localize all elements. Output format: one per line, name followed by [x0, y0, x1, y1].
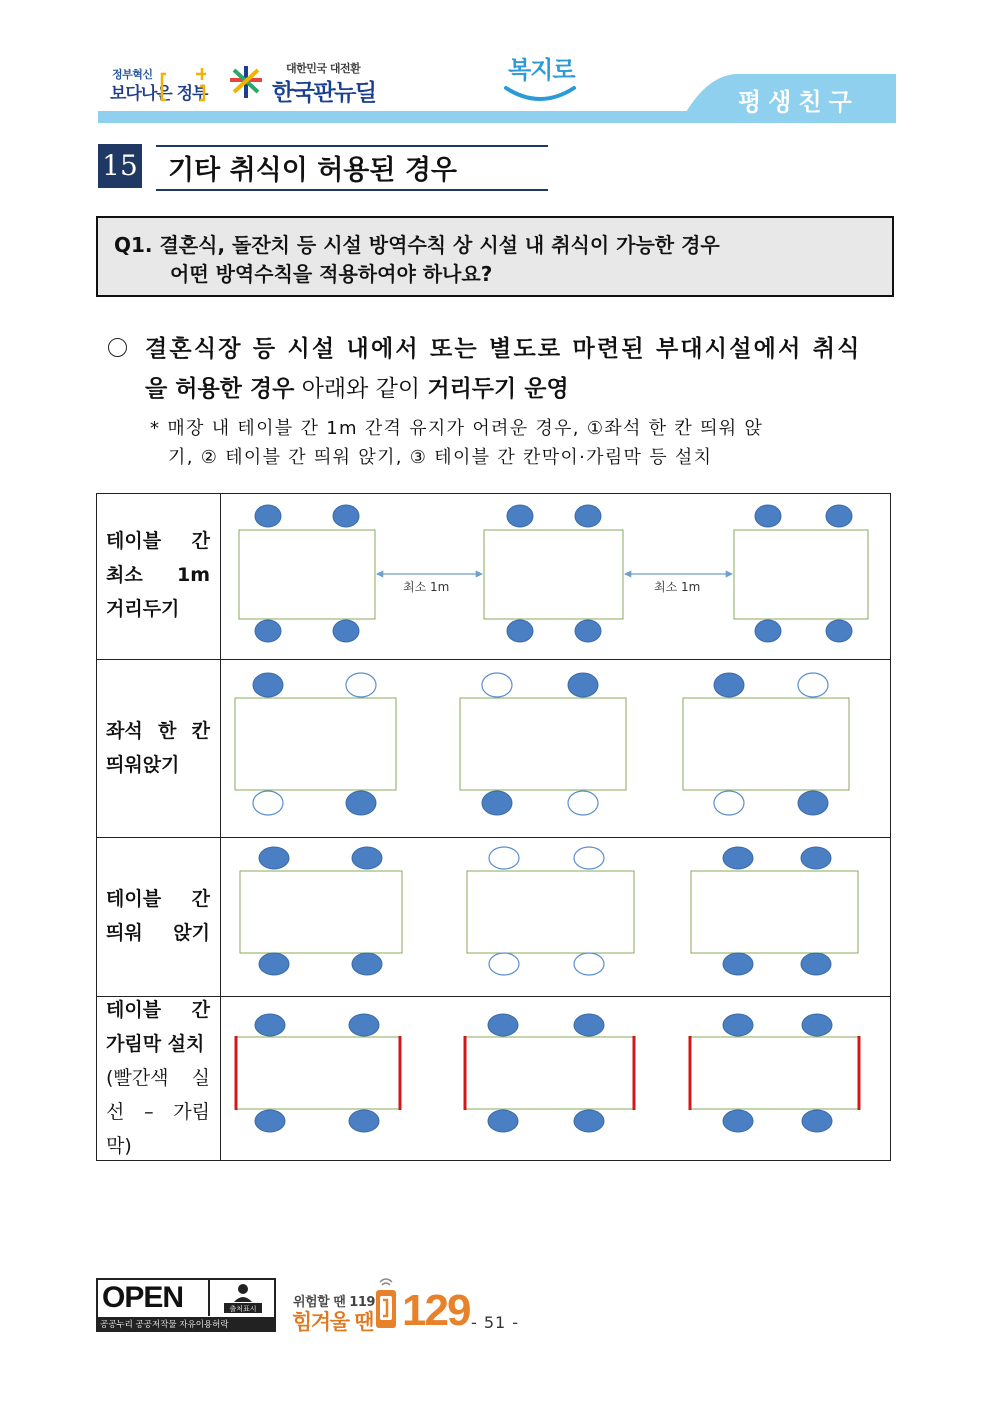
- seat-empty: [482, 673, 512, 697]
- row-label-line: 가림막 설치: [106, 1033, 205, 1055]
- dining-table: [690, 1037, 859, 1109]
- seat-filled: [723, 1110, 753, 1132]
- row-label-line: 띄워 앉기: [106, 922, 210, 944]
- seat-empty: [489, 953, 519, 975]
- seat-filled: [755, 620, 781, 642]
- seat-filled: [723, 953, 753, 975]
- seat-filled: [568, 673, 598, 697]
- row-label-skip-seat: [106, 714, 210, 782]
- seat-filled: [333, 620, 359, 642]
- seating-diagrams: [221, 494, 890, 1160]
- seat-filled: [255, 1110, 285, 1132]
- seat-filled: [488, 1014, 518, 1036]
- row-label-line: (빨간색 실: [106, 1067, 210, 1089]
- seat-filled: [826, 620, 852, 642]
- row2-diagram: [235, 673, 849, 815]
- row-label-line: 띄워앉기: [106, 754, 180, 776]
- dining-table: [691, 871, 858, 953]
- seat-empty: [574, 847, 604, 869]
- paragraph-line-1: 결혼식장 등 시설 내에서 또는 별도로 마련된 부대시설에서 취식: [145, 335, 862, 362]
- seat-filled: [826, 505, 852, 527]
- row-label-line: 테이블 간: [106, 530, 210, 552]
- phone-icon: [372, 1276, 400, 1332]
- seat-empty: [714, 791, 744, 815]
- section-title: 기타 취식이 허용된 경우: [168, 155, 458, 186]
- note-line-1: * 매장 내 테이블 간 1m 간격 유지가 어려운 경우, ①좌석 한 칸 띄워 앉: [150, 418, 764, 439]
- seat-filled: [488, 1110, 518, 1132]
- seat-filled: [349, 1110, 379, 1132]
- dining-table: [467, 871, 634, 953]
- row-label-line: 막): [106, 1135, 132, 1157]
- row-label-line: 거리두기: [106, 598, 180, 620]
- row4-diagram: [236, 1014, 859, 1132]
- seat-filled: [575, 505, 601, 527]
- seat-empty: [568, 791, 598, 815]
- open-badge-divider: [208, 1280, 210, 1316]
- distance-label: 최소 1m: [654, 580, 701, 594]
- dining-table: [460, 698, 626, 790]
- row-label-line: 테이블 간: [106, 999, 210, 1021]
- row-label-line: 선 – 가림: [106, 1101, 210, 1123]
- gov-logo-text-b: 정부: [176, 84, 208, 104]
- seat-filled: [755, 505, 781, 527]
- row-label-line: 좌석 한 칸: [106, 720, 210, 742]
- gov-logo-bracket-icon: [160, 66, 206, 106]
- paragraph-bold-a: 을 허용한 경우: [145, 375, 295, 402]
- newdeal-logo-big: 한국판뉴딜: [272, 80, 376, 106]
- row1-diagram: [239, 505, 868, 642]
- attribution-label: 출처표시: [229, 1305, 257, 1313]
- seat-filled: [259, 953, 289, 975]
- seat-filled: [801, 847, 831, 869]
- seat-filled: [349, 1014, 379, 1036]
- seat-filled: [723, 847, 753, 869]
- paragraph-line-2: [145, 370, 569, 403]
- newdeal-logo-small: 대한민국 대전환: [286, 62, 361, 75]
- seat-empty: [798, 673, 828, 697]
- attribution-person-icon: [216, 1282, 270, 1314]
- seat-filled: [255, 505, 281, 527]
- seat-filled: [575, 620, 601, 642]
- row3-diagram: [240, 847, 858, 975]
- seat-filled: [801, 953, 831, 975]
- seat-filled: [346, 791, 376, 815]
- row-label-line: 테이블 간: [106, 888, 210, 910]
- seat-filled: [802, 1110, 832, 1132]
- bullet-circle-icon: [108, 338, 127, 357]
- section-number: 15: [98, 144, 142, 188]
- seat-filled: [507, 505, 533, 527]
- open-license-word: OPEN: [102, 1281, 184, 1314]
- seat-filled: [798, 791, 828, 815]
- seat-filled: [259, 847, 289, 869]
- note-line-2: 기, ② 테이블 간 띄워 앉기, ③ 테이블 간 칸막이·가림막 등 설치: [168, 447, 713, 468]
- seat-filled: [714, 673, 744, 697]
- seat-filled: [574, 1014, 604, 1036]
- paragraph-bold-b: 거리두기 운영: [427, 375, 569, 402]
- dining-table: [484, 530, 623, 619]
- seat-filled: [507, 620, 533, 642]
- seat-filled: [255, 620, 281, 642]
- bokjiro-logo: 복지로: [508, 56, 575, 84]
- header-tab-label: 평생친구: [738, 88, 859, 116]
- seat-filled: [352, 953, 382, 975]
- bokjiro-smile-icon: [502, 82, 578, 106]
- dining-table: [465, 1037, 634, 1109]
- seat-filled: [253, 673, 283, 697]
- seat-empty: [489, 847, 519, 869]
- page-number: - 51 -: [471, 1313, 520, 1332]
- seat-empty: [253, 791, 283, 815]
- helpline-small-text: 위험할 땐 119: [293, 1295, 375, 1310]
- gov-innovation-logo-small: 정부혁신: [112, 68, 153, 81]
- dining-table: [235, 698, 396, 790]
- gov-logo-text-a: 보다나은: [110, 84, 172, 104]
- seat-empty: [574, 953, 604, 975]
- dining-table: [683, 698, 849, 790]
- open-license-subtitle: 공공누리 공공저작물 자유이용허락: [100, 1320, 229, 1330]
- row-label-line: 최소 1m: [106, 564, 210, 586]
- row-label-distance: [106, 524, 210, 626]
- dining-table: [240, 871, 402, 953]
- dining-table: [236, 1037, 400, 1109]
- dining-table: [239, 530, 375, 619]
- helpline-big-text: 힘겨울 땐: [292, 1310, 373, 1334]
- paragraph-normal: 아래와 같이: [294, 376, 428, 402]
- seat-filled: [574, 1110, 604, 1132]
- newdeal-logo-icon: [226, 62, 270, 102]
- seat-filled: [482, 791, 512, 815]
- seat-filled: [352, 847, 382, 869]
- seat-empty: [346, 673, 376, 697]
- row-label-skip-table: [106, 882, 210, 950]
- question-line-2: 어떤 방역수칙을 적용하여야 하나요?: [170, 262, 493, 286]
- distance-label: 최소 1m: [403, 580, 450, 594]
- seat-filled: [723, 1014, 753, 1036]
- dining-table: [734, 530, 868, 619]
- helpline-number: 129: [402, 1286, 470, 1335]
- seat-filled: [802, 1014, 832, 1036]
- seat-filled: [333, 505, 359, 527]
- question-line-1: Q1. 결혼식, 돌잔치 등 시설 방역수칙 상 시설 내 취식이 가능한 경우: [114, 233, 720, 257]
- row-label-partition: [106, 993, 210, 1163]
- seat-filled: [255, 1014, 285, 1036]
